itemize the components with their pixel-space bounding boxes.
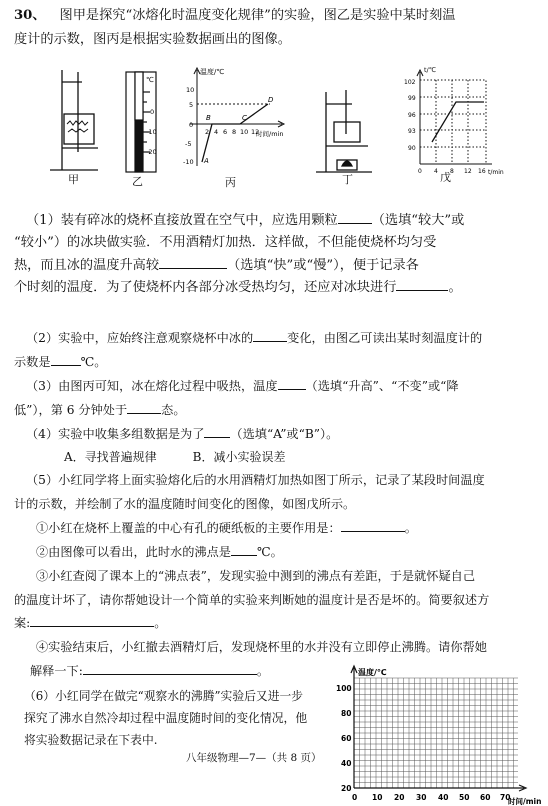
cooling-grid-graph [328,662,548,806]
caption-jia: 甲 [68,173,79,186]
part5-q1-end: 。 [404,521,417,535]
part1-line-3 [14,255,419,276]
part5-q2-end: ℃。 [257,545,283,559]
caption-bing: 丙 [225,176,236,189]
caption-wu: 戊 [440,171,451,184]
figure-ding-apparatus [316,90,372,172]
part3-text-2b: 态。 [161,403,186,417]
yi-unit: ℃ [146,76,154,84]
figures-row [0,62,548,192]
part5-text-2: 计的示数，并绘制了水的温度随时间变化的图像，如图戊所示。 [14,497,356,511]
bing-ytick-10: 10 [186,86,195,94]
grid-xtick-10: 10 [372,793,383,802]
grid-lines [354,678,518,788]
part1-line-4 [14,277,462,298]
part5-q3-text-3: 案: [14,616,31,630]
question-line-2 [14,30,291,50]
part5-q4-text-2: 解释一下: [30,664,83,678]
part4-options [64,447,286,467]
part3-line-1 [26,376,459,396]
part2-line-1 [26,328,482,348]
part5-line-1 [26,470,485,490]
part3-text-2: 低”），第 6 分钟处于 [14,403,128,417]
bing-ytick-0: 0 [189,121,194,129]
part6-line-3 [24,730,158,750]
wu-xtick-16: 16 [478,168,486,175]
part5-q4-end: 。 [256,664,270,678]
grid-ylabel: 温度/℃ [358,668,387,677]
part2-text-2: 示数是 [14,355,51,369]
bing-xtick-8: 8 [232,128,237,136]
caption-ding: 丁 [342,173,353,186]
part5-q1-blank[interactable] [341,518,405,532]
part6-text-2: 探究了沸水自然冷却过程中温度随时间的变化情况，他 [24,711,308,725]
part1-text-1b: （选填“较大”或 [371,213,465,228]
bing-ytick-5: 5 [189,101,194,109]
grid-xtick-60: 60 [480,793,491,802]
part3-text-1b: （选填“升高”、“不变”或“降 [305,379,459,393]
question-intro-1: 图甲是探究“冰熔化时温度变化规律”的实验，图乙是实验中某时刻温 [59,8,456,23]
part5-q1 [36,518,417,538]
wu-ytick-102: 102 [404,79,416,86]
part5-line-2 [14,494,355,514]
yi-tick-minus20: -20 [146,148,157,156]
part4-text-1: （4）实验中收集多组数据是为了 [26,427,205,441]
part1-blank-speed[interactable] [159,255,227,269]
part2-text-2b: ℃。 [80,355,107,369]
grid-xtick-70: 70 [500,793,511,802]
wu-xtick-0: 0 [418,168,422,175]
yi-tick-0: 0 [150,108,155,116]
part4-option-a: A．寻找普遍规律 [64,450,157,464]
part2-text-1b: 变化，由图乙可读出某时刻温度计的 [287,331,483,345]
part5-q3-line-3 [14,613,166,633]
part4-text-1b: （选填“A”或“B”）。 [230,427,339,441]
bing-xtick-12: 12 [251,128,260,136]
part1-blank-size[interactable] [338,210,372,224]
grid-ytick-60: 60 [341,734,352,743]
part5-q3-text-1: ③小红查阅了课本上的“沸点表”，发现实验中测到的沸点有差距，于是就怀疑自己 [36,569,476,583]
bing-ylabel: 温度/℃ [200,68,225,76]
bing-xlabel: 时间/min [256,130,284,138]
wu-ytick-90: 90 [408,145,416,152]
bing-ytick-minus5: -5 [185,140,192,148]
figure-jia-apparatus [50,70,98,170]
figure-yi-thermometer [126,72,156,172]
part1-text-4: 个时刻的温度．为了使烧杯内各部分冰受热均匀，还应对冰块进行 [14,280,397,295]
page-footer: 八年级物理—7—（共 8 页） [186,752,322,764]
part5-q3-text-2: 的温度计坏了，请你帮她设计一个简单的实验来判断她的温度计是否是坏的。简要叙述方 [14,593,490,607]
part5-q4-line-1 [36,637,487,657]
grid-xtick-20: 20 [394,793,405,802]
part1-line-2 [14,233,436,253]
part5-q1-text: ①小红在烧杯上覆盖的中心有孔的硬纸板的主要作用是： [36,521,341,535]
wu-ylabel: t/℃ [424,66,437,74]
part3-blank-state[interactable] [127,400,161,414]
bing-point-D: D [268,96,274,104]
part4-blank-purpose[interactable] [204,424,230,438]
part2-blank-reading[interactable] [51,352,81,366]
part3-blank-temp[interactable] [278,376,306,390]
bing-xtick-4: 4 [214,128,219,136]
part5-q3-line-2 [14,590,489,610]
part1-text-3b: （选填“快”或“慢”），便于记录各 [227,258,419,273]
part1-line-1 [26,210,464,231]
wu-ytick-96: 96 [408,112,416,119]
part5-q4-blank[interactable] [83,661,257,675]
part5-text-1: （5）小红同学将上面实验熔化后的水用酒精灯加热如图丁所示，记录了某段时间温度 [26,473,485,487]
grid-xtick-0: 0 [352,793,358,802]
question-intro-2: 度计的示数，图丙是根据实验数据画出的图像。 [14,32,291,47]
grid-xlabel: 时间/min [508,797,542,806]
question-line-1 [14,6,455,26]
bing-xtick-2: 2 [205,128,210,136]
part5-q2-text: ②由图像可以看出，此时水的沸点是 [36,545,231,559]
bing-point-A: A [204,157,209,165]
part3-text-1: （3）由图丙可知，冰在熔化过程中吸热，温度 [26,379,278,393]
wu-ytick-99: 99 [408,95,416,102]
caption-yi: 乙 [132,175,143,188]
grid-ytick-40: 40 [341,759,352,768]
part1-text-3: 热，而且冰的温度升高较 [14,258,160,273]
part5-q3-blank[interactable] [30,613,154,627]
part4-line-1 [26,424,338,444]
bing-ytick-minus10: -10 [183,158,194,166]
yi-tick-minus10: -10 [146,128,157,136]
part2-text-1: （2）实验中，应始终注意观察烧杯中冰的 [26,331,254,345]
wu-ytick-93: 93 [408,128,416,135]
grid-ytick-100: 100 [336,684,352,693]
part5-q4-text-1: ④实验结束后，小红撤去酒精灯后，发现烧杯里的水并没有立即停止沸腾。请你帮她 [36,640,487,654]
grid-xtick-40: 40 [438,793,449,802]
part5-q2-blank[interactable] [231,542,257,556]
figure-bing-graph [190,68,284,166]
part5-q3-end: 。 [154,616,167,630]
part1-text-4b: 。 [448,280,462,295]
figure-wu-graph [417,70,492,164]
bing-point-B: B [206,114,211,122]
part3-line-2 [14,400,186,420]
question-number: 30、 [14,8,46,23]
part2-line-2 [14,352,106,372]
wu-xlabel: t/min [488,169,504,176]
part5-q4-line-2 [30,661,269,681]
wu-xtick-8: 8 [450,168,454,175]
part6-text-1: （6）小红同学在做完“观察水的沸腾”实验后又进一步 [24,689,304,703]
part6-text-3: 将实验数据记录在下表中. [24,733,158,747]
part1-blank-method[interactable] [396,277,448,291]
part1-text-2: “较小”）的冰块做实验．不用酒精灯加热．这样做，不但能使烧杯均匀受 [14,235,437,250]
part2-blank-change[interactable] [253,328,287,342]
part6-line-2 [24,708,307,728]
grid-ytick-20: 20 [341,784,352,793]
bing-point-C: C [242,114,247,122]
wu-xtick-12: 12 [464,168,472,175]
grid-xtick-30: 30 [416,793,427,802]
grid-ytick-80: 80 [341,709,352,718]
bing-xtick-10: 10 [240,128,249,136]
wu-xtick-4: 4 [434,168,438,175]
part5-q2 [36,542,283,562]
part4-option-b: B．减小实验误差 [192,450,286,464]
part5-q3-line-1 [36,566,475,586]
bing-xtick-6: 6 [223,128,228,136]
part6-line-1 [24,686,303,706]
grid-xtick-50: 50 [459,793,470,802]
part1-text-1: （1）装有碎冰的烧杯直接放置在空气中，应选用颗粒 [26,213,338,228]
